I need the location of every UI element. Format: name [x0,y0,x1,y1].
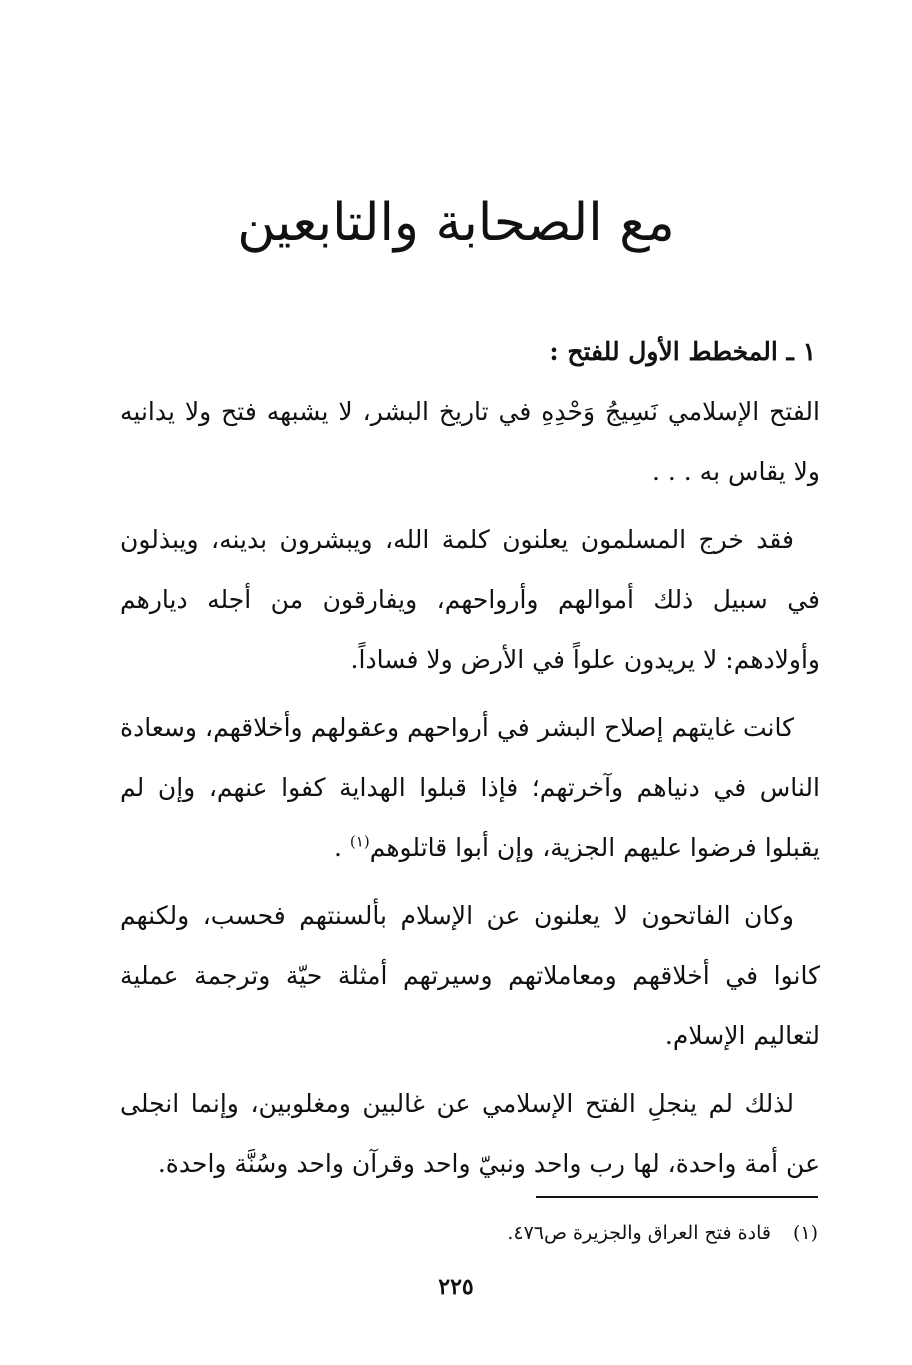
footnote-divider [536,1196,818,1198]
chapter-title: مع الصحابة والتابعين [237,193,675,253]
footnote-text: قادة فتح العراق والجزيرة ص٤٧٦. [507,1222,771,1244]
footnote-reference[interactable]: (١) [349,832,370,851]
section-number: ١ ـ [786,337,816,366]
footnote-number: (١) [792,1222,818,1244]
paragraph-text: فقد خرج المسلمون يعلنون كلمة الله، ويبشرون بدينه، ويبذلون في سبيل ذلك أموالهم وأرواحهم، ويفارقون من أجله ديارهم وأولادهم: لا يريدون علواً في الأرض ولا فساداً. [120,525,820,674]
paragraph-end-punctuation: . [334,833,350,862]
paragraph-text: كانت غايتهم إصلاح البشر في أرواحهم وعقولهم وأخلاقهم، وسعادة الناس في دنياهم وآخرتهم؛ فإذا قبلوا الهداية كفوا عنهم، وإن لم يقبلوا فرضوا عليهم الجزية، وإن أبوا قاتلوهم [120,713,820,862]
paragraph-text: لذلك لم ينجلِ الفتح الإسلامي عن غالبين ومغلوبين، وإنما انجلى عن أمة واحدة، لها رب واحد ونبيّ واحد وقرآن واحد وسُنَّة واحدة. [120,1089,820,1178]
page-body [120,330,820,1194]
paragraph-text: وكان الفاتحون لا يعلنون عن الإسلام بألسنتهم فحسب، ولكنهم كانوا في أخلاقهم ومعاملاتهم وسيرتهم أمثلة حيّة وترجمة عملية لتعاليم الإسلام. [120,901,820,1050]
paragraph-text: الفتح الإسلامي نَسِيجُ وَحْدِهِ في تاريخ البشر، لا يشبهه فتح ولا يدانيه ولا يقاس به . . . [120,397,820,486]
section-title: المخطط الأول للفتح : [549,337,778,366]
paragraph [120,698,820,878]
footnote [118,1218,818,1248]
page-number: ٢٢٥ [438,1274,474,1300]
paragraph [120,510,820,690]
paragraph [120,886,820,1066]
paragraph [120,382,820,502]
paragraph [120,1074,820,1194]
section-heading [120,330,820,374]
